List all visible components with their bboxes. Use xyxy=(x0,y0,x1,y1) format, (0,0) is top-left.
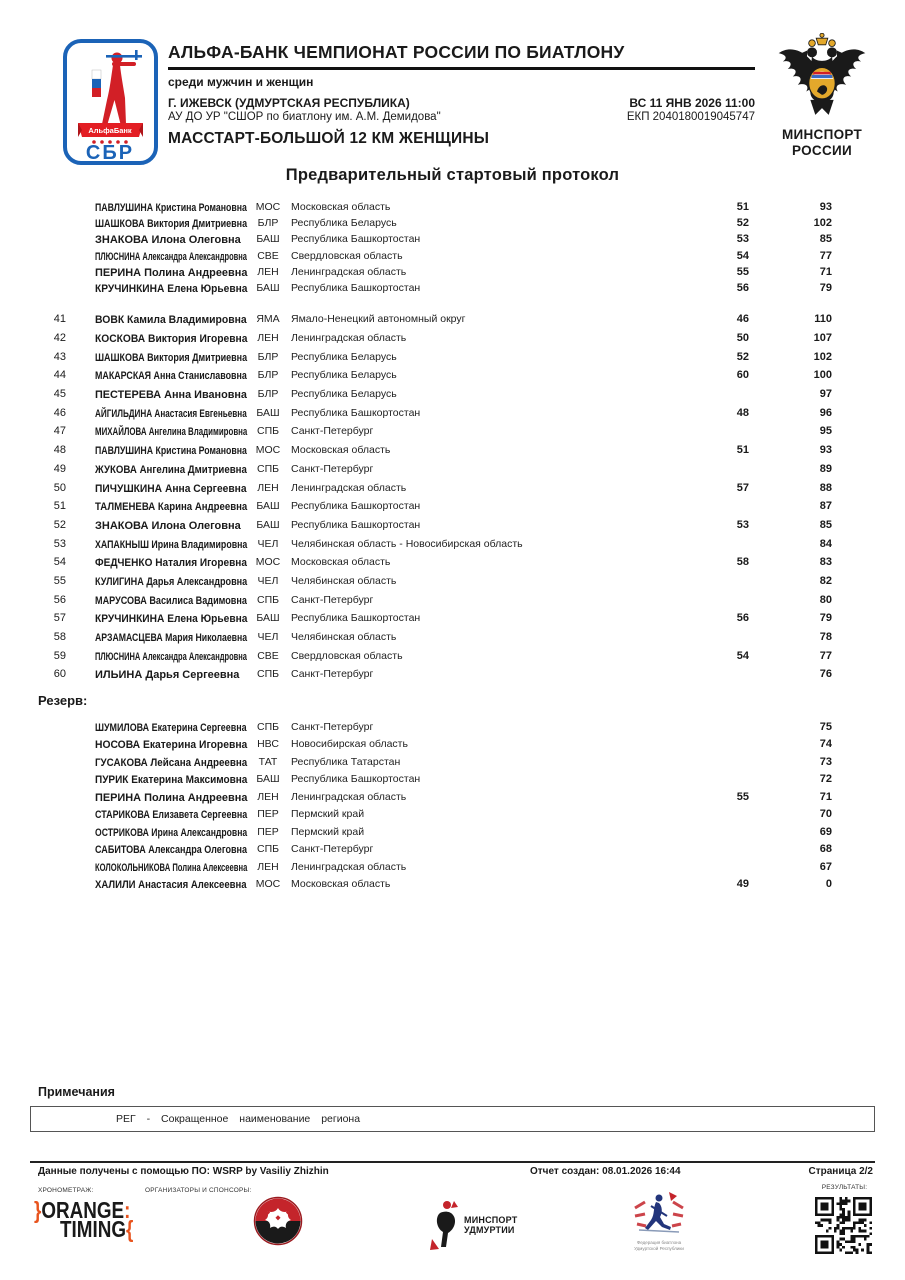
athlete-name: ТАЛМЕНЕВА Карина Андреевна xyxy=(95,501,248,514)
points: 96 xyxy=(819,406,832,419)
table-row xyxy=(46,753,832,771)
table-row xyxy=(46,788,832,806)
region-name: Санкт-Петербург xyxy=(291,462,374,475)
athlete-name: ОСТРИКОВА Ирина Александровна xyxy=(95,826,248,839)
table-row xyxy=(46,553,832,572)
table-row xyxy=(46,280,832,296)
region-code: МОС xyxy=(255,201,281,214)
double-eagle-icon xyxy=(772,33,872,125)
points: 85 xyxy=(819,518,832,531)
region-code: МОС xyxy=(255,556,281,569)
orange-timing-logo xyxy=(34,1197,152,1243)
start-number: 55 xyxy=(736,265,749,278)
row-number: 50 xyxy=(53,481,66,494)
ekp-number: ЕКП 2040180019045747 xyxy=(626,111,755,123)
region-name: Санкт-Петербург xyxy=(291,843,374,856)
start-number: 52 xyxy=(736,217,749,230)
row-number: 53 xyxy=(53,537,66,550)
region-name: Ленинградская область xyxy=(291,481,407,494)
points: 82 xyxy=(819,574,832,587)
region-code: СПБ xyxy=(256,462,280,475)
championship-subtitle: среди мужчин и женщин xyxy=(168,75,314,89)
region-code: СПБ xyxy=(256,425,280,438)
organizer: АУ ДО УР "СШОР по биатлону им. А.М. Демидова" xyxy=(168,111,441,123)
start-number: 46 xyxy=(736,313,749,326)
table-row xyxy=(46,858,832,876)
athlete-name: ИЛЬИНА Дарья Сергеевна xyxy=(95,669,240,682)
region-code: ЛЕН xyxy=(257,860,279,873)
row-number: 44 xyxy=(53,369,66,382)
event-datetime: ВС 11 ЯНВ 2026 11:00 xyxy=(629,96,755,110)
table-row xyxy=(46,248,832,264)
reserve-table xyxy=(46,718,832,893)
table-row xyxy=(46,609,832,628)
table-row xyxy=(46,460,832,479)
region-name: Московская область xyxy=(291,878,391,891)
region-code: ЧЕЛ xyxy=(257,537,279,550)
region-code: БАШ xyxy=(256,500,280,513)
points: 74 xyxy=(819,738,832,751)
points: 85 xyxy=(819,233,832,246)
page-number: Страница 2/2 xyxy=(808,1166,873,1177)
region-code: ЧЕЛ xyxy=(257,631,279,644)
athlete-name: ПЕРИНА Полина Андреевна xyxy=(95,791,248,804)
points: 67 xyxy=(819,860,832,873)
athlete-name: КОЛОКОЛЬНИКОВА Полина Алексеевна xyxy=(95,861,248,874)
athlete-name: ШУМИЛОВА Екатерина Сергеевна xyxy=(95,721,247,734)
athlete-name: МАРУСОВА Василиса Вадимовна xyxy=(95,594,247,607)
points: 93 xyxy=(819,444,832,457)
points: 71 xyxy=(819,790,832,803)
region-code: БАШ xyxy=(256,282,280,295)
athlete-name: МИХАЙЛОВА Ангелина Владимировна xyxy=(95,426,248,439)
points: 107 xyxy=(813,332,832,345)
table-row xyxy=(46,385,832,404)
start-number: 53 xyxy=(736,233,749,246)
region-code: ЛЕН xyxy=(257,332,279,345)
table-row xyxy=(46,441,832,460)
start-number: 50 xyxy=(736,332,749,345)
document-title: Предварительный стартовый протокол xyxy=(285,166,620,184)
region-name: Пермский край xyxy=(291,808,365,821)
start-number: 57 xyxy=(736,481,749,494)
event-title: МАССТАРТ-БОЛЬШОЙ 12 КМ ЖЕНЩИНЫ xyxy=(168,130,490,147)
region-name: Республика Башкортостан xyxy=(291,233,421,246)
table-row xyxy=(46,534,832,553)
table-row xyxy=(46,806,832,824)
row-number: 45 xyxy=(53,388,66,401)
region-code: МОС xyxy=(255,878,281,891)
points: 72 xyxy=(819,773,832,786)
points: 75 xyxy=(819,720,832,733)
row-number: 58 xyxy=(53,631,66,644)
table-row xyxy=(46,422,832,441)
points: 102 xyxy=(813,350,832,363)
region-code: СВЕ xyxy=(257,649,279,662)
region-code: БАШ xyxy=(256,406,280,419)
athlete-figure-icon xyxy=(430,1199,460,1251)
athlete-name: ЗНАКОВА Илона Олеговна xyxy=(95,519,241,532)
region-code: ПЕР xyxy=(257,825,279,838)
table-row xyxy=(46,403,832,422)
region-name: Новосибирская область xyxy=(291,738,408,751)
athlete-name: ПУРИК Екатерина Максимовна xyxy=(95,774,248,787)
start-number: 56 xyxy=(736,282,749,295)
points: 89 xyxy=(819,462,832,475)
region-code: БАШ xyxy=(256,518,280,531)
table-row xyxy=(46,497,832,516)
athlete-name: МАКАРСКАЯ Анна Станиславовна xyxy=(95,370,247,383)
athlete-name: ПЕСТЕРЕВА Анна Ивановна xyxy=(95,389,247,402)
athlete-name: ФЕДЧЕНКО Наталия Игоревна xyxy=(95,557,247,570)
table-row xyxy=(46,478,832,497)
region-name: Республика Беларусь xyxy=(291,350,397,363)
udmurtia-emblem-icon xyxy=(253,1196,303,1246)
region-code: ЛЕН xyxy=(257,265,279,278)
venue: Г. ИЖЕВСК (УДМУРТСКАЯ РЕСПУБЛИКА) xyxy=(168,96,410,110)
region-name: Ленинградская область xyxy=(291,332,407,345)
start-number: 49 xyxy=(736,878,749,891)
region-code: БЛР xyxy=(257,217,279,230)
carryover-table xyxy=(46,199,832,296)
sponsors-label: ОРГАНИЗАТОРЫ И СПОНСОРЫ: xyxy=(145,1187,252,1194)
points: 69 xyxy=(819,825,832,838)
minsport-udmurtia-logo xyxy=(430,1199,517,1251)
points: 76 xyxy=(819,668,832,681)
start-number: 51 xyxy=(736,201,749,214)
region-code: БЛР xyxy=(257,350,279,363)
start-number: 54 xyxy=(736,249,749,262)
region-name: Республика Башкортостан xyxy=(291,518,421,531)
region-code: ПЕР xyxy=(257,808,279,821)
points: 0 xyxy=(825,878,832,891)
row-number: 57 xyxy=(53,612,66,625)
points: 93 xyxy=(819,201,832,214)
points: 77 xyxy=(819,249,832,262)
points: 70 xyxy=(819,808,832,821)
row-number: 41 xyxy=(53,313,66,326)
start-number: 52 xyxy=(736,350,749,363)
table-row xyxy=(46,665,832,684)
points: 73 xyxy=(819,755,832,768)
athlete-name: ПЕРИНА Полина Андреевна xyxy=(95,266,248,279)
region-name: Санкт-Петербург xyxy=(291,593,374,606)
region-name: Республика Беларусь xyxy=(291,388,397,401)
table-row xyxy=(46,366,832,385)
table-row xyxy=(46,264,832,280)
points: 84 xyxy=(819,537,832,550)
row-number: 46 xyxy=(53,406,66,419)
table-row xyxy=(46,646,832,665)
region-code: СПБ xyxy=(256,843,280,856)
points: 88 xyxy=(819,481,832,494)
brace-left-icon: } xyxy=(34,1197,42,1223)
start-list-table xyxy=(46,310,832,684)
athlete-name: ХАЛИЛИ Анастасия Алексеевна xyxy=(95,879,247,892)
row-number: 55 xyxy=(53,574,66,587)
row-number: 42 xyxy=(53,332,66,345)
athlete-name: ЖУКОВА Ангелина Дмитриевна xyxy=(95,463,247,476)
alfa-bank-ribbon xyxy=(78,123,143,137)
points: 110 xyxy=(814,313,832,326)
athlete-name: ХАПАКНЫШ Ирина Владимировна xyxy=(95,538,248,551)
start-number: 55 xyxy=(736,790,749,803)
region-code: МОС xyxy=(255,444,281,457)
points: 80 xyxy=(819,593,832,606)
footer-rule xyxy=(30,1161,875,1163)
row-number: 47 xyxy=(53,425,66,438)
region-name: Ямало-Ненецкий автономный округ xyxy=(291,313,466,326)
notes-text: РЕГ - Сокращенное наименование региона xyxy=(116,1113,361,1125)
athlete-name: КРУЧИНКИНА Елена Юрьевна xyxy=(95,613,248,626)
start-number: 58 xyxy=(736,556,749,569)
colon-icon: : xyxy=(124,1197,131,1223)
start-number: 54 xyxy=(736,649,749,662)
athlete-name: ВОВК Камила Владимировна xyxy=(95,314,247,327)
start-number: 56 xyxy=(736,612,749,625)
federation-caption: Федерация биатлона Удмуртской Республики xyxy=(634,1240,684,1251)
athlete-name: АЙГИЛЬДИНА Анастасия Евгеньевна xyxy=(95,407,247,420)
region-name: Республика Башкортостан xyxy=(291,406,421,419)
skier-icon xyxy=(631,1190,687,1234)
row-number: 52 xyxy=(53,518,66,531)
athlete-name: ШАШКОВА Виктория Дмитриевна xyxy=(95,218,248,231)
region-code: СПБ xyxy=(256,720,280,733)
points: 95 xyxy=(819,425,832,438)
results-qr-code xyxy=(815,1197,872,1254)
row-number: 48 xyxy=(53,444,66,457)
region-name: Свердловская область xyxy=(291,649,403,662)
biathlon-federation-logo xyxy=(620,1190,698,1252)
athlete-name: ШАШКОВА Виктория Дмитриевна xyxy=(95,351,248,364)
region-name: Республика Беларусь xyxy=(291,217,397,230)
athlete-name: НОСОВА Екатерина Игоревна xyxy=(95,739,248,752)
table-row xyxy=(46,231,832,247)
table-row xyxy=(46,199,832,215)
region-name: Санкт-Петербург xyxy=(291,720,374,733)
championship-title: АЛЬФА-БАНК ЧЕМПИОНАТ РОССИИ ПО БИАТЛОНУ xyxy=(168,42,625,62)
table-row xyxy=(46,572,832,591)
region-code: БЛР xyxy=(257,369,279,382)
points: 77 xyxy=(819,649,832,662)
title-rule xyxy=(168,67,755,70)
table-row xyxy=(46,771,832,789)
region-name: Ленинградская область xyxy=(291,790,407,803)
table-row xyxy=(46,215,832,231)
athlete-name: ПЛЮСНИНА Александра Александровна xyxy=(95,250,247,263)
region-name: Пермский край xyxy=(291,825,365,838)
region-code: ЛЕН xyxy=(257,481,279,494)
start-number: 53 xyxy=(736,518,749,531)
region-name: Московская область xyxy=(291,444,391,457)
athlete-name: КРУЧИНКИНА Елена Юрьевна xyxy=(95,283,248,296)
software-credit: Данные получены с помощью ПО: WSRP by Vasiliy Zhizhin xyxy=(38,1166,329,1177)
row-number: 43 xyxy=(53,350,66,363)
table-row xyxy=(46,841,832,859)
region-code: НВС xyxy=(257,738,279,751)
notes-heading: Примечания xyxy=(38,1085,115,1099)
region-name: Московская область xyxy=(291,556,391,569)
athlete-name: ПЛЮСНИНА Александра Александровна xyxy=(95,650,247,663)
report-created: Отчет создан: 08.01.2026 16:44 xyxy=(530,1166,681,1177)
points: 87 xyxy=(819,500,832,513)
athlete-name: СТАРИКОВА Елизавета Сергеевна xyxy=(95,809,248,822)
region-name: Республика Башкортостан xyxy=(291,500,421,513)
start-number: 48 xyxy=(736,406,749,419)
table-row xyxy=(46,310,832,329)
points: 79 xyxy=(819,282,832,295)
athlete-name: САБИТОВА Александра Олеговна xyxy=(95,844,248,857)
athlete-name: КУЛИГИНА Дарья Александровна xyxy=(95,575,248,588)
reserve-heading: Резерв: xyxy=(38,693,88,708)
region-code: СПБ xyxy=(256,593,280,606)
points: 68 xyxy=(819,843,832,856)
region-code: ЯМА xyxy=(256,313,280,326)
region-name: Челябинская область xyxy=(291,574,397,587)
region-name: Республика Татарстан xyxy=(291,755,401,768)
table-row xyxy=(46,516,832,535)
athlete-name: АРЗАМАСЦЕВА Мария Николаевна xyxy=(95,632,248,645)
table-row xyxy=(46,347,832,366)
points: 78 xyxy=(819,631,832,644)
region-code: ЧЕЛ xyxy=(257,574,279,587)
points: 79 xyxy=(819,612,832,625)
athlete-name: ПАВЛУШИНА Кристина Романовна xyxy=(95,202,247,215)
region-code: СВЕ xyxy=(257,249,279,262)
region-code: ТАТ xyxy=(258,755,278,768)
athlete-name: ПИЧУШКИНА Анна Сергеевна xyxy=(95,482,247,495)
region-name: Ленинградская область xyxy=(291,860,407,873)
sbr-text: СБР xyxy=(85,142,135,164)
region-name: Республика Башкортостан xyxy=(291,773,421,786)
timing-label: ХРОНОМЕТРАЖ: xyxy=(38,1187,94,1194)
region-name: Московская область xyxy=(291,201,391,214)
athlete-name: ГУСАКОВА Лейсана Андреевна xyxy=(95,756,248,769)
table-row xyxy=(46,736,832,754)
athlete-name: КОСКОВА Виктория Игоревна xyxy=(95,333,248,346)
region-code: БАШ xyxy=(256,612,280,625)
region-code: БЛР xyxy=(257,388,279,401)
athlete-name: ЗНАКОВА Илона Олеговна xyxy=(95,234,241,247)
table-row xyxy=(46,590,832,609)
results-label: РЕЗУЛЬТАТЫ: xyxy=(821,1184,868,1191)
row-number: 54 xyxy=(53,556,66,569)
points: 71 xyxy=(819,265,832,278)
notes-box xyxy=(30,1106,875,1132)
minsport-udmurtia-label: МИНСПОРТ УДМУРТИИ xyxy=(464,1214,518,1235)
region-name: Республика Беларусь xyxy=(291,369,397,382)
table-row xyxy=(46,628,832,647)
sbr-biathlon-logo xyxy=(62,38,159,166)
region-name: Челябинская область - Новосибирская область xyxy=(291,537,523,550)
start-number: 60 xyxy=(736,369,749,382)
region-name: Санкт-Петербург xyxy=(291,425,374,438)
region-code: БАШ xyxy=(256,233,280,246)
table-row xyxy=(46,329,832,348)
region-name: Ленинградская область xyxy=(291,265,407,278)
points: 102 xyxy=(813,217,832,230)
table-row xyxy=(46,876,832,894)
svg-text:АльфаБанк: АльфаБанк xyxy=(88,126,132,135)
start-number: 51 xyxy=(736,444,749,457)
row-number: 49 xyxy=(53,462,66,475)
region-name: Республика Башкортостан xyxy=(291,282,421,295)
region-code: БАШ xyxy=(256,773,280,786)
athlete-name: ПАВЛУШИНА Кристина Романовна xyxy=(95,445,247,458)
points: 83 xyxy=(819,556,832,569)
row-number: 51 xyxy=(53,500,66,513)
region-name: Челябинская область xyxy=(291,631,397,644)
table-row xyxy=(46,718,832,736)
brace-right-icon: { xyxy=(126,1216,134,1243)
region-name: Свердловская область xyxy=(291,249,403,262)
row-number: 60 xyxy=(53,668,66,681)
minsport-russia-logo xyxy=(756,33,888,159)
region-code: ЛЕН xyxy=(257,790,279,803)
row-number: 56 xyxy=(53,593,66,606)
points: 100 xyxy=(813,369,832,382)
orange-text: ORANGE xyxy=(41,1197,125,1223)
points: 97 xyxy=(819,388,832,401)
region-name: Санкт-Петербург xyxy=(291,668,374,681)
region-code: СПБ xyxy=(256,668,280,681)
minsport-russia-label: МИНСПОРТ РОССИИ xyxy=(781,127,863,159)
row-number: 59 xyxy=(53,649,66,662)
report-header xyxy=(168,42,755,148)
table-row xyxy=(46,823,832,841)
region-name: Республика Башкортостан xyxy=(291,612,421,625)
timing-text: TIMING xyxy=(60,1216,127,1243)
